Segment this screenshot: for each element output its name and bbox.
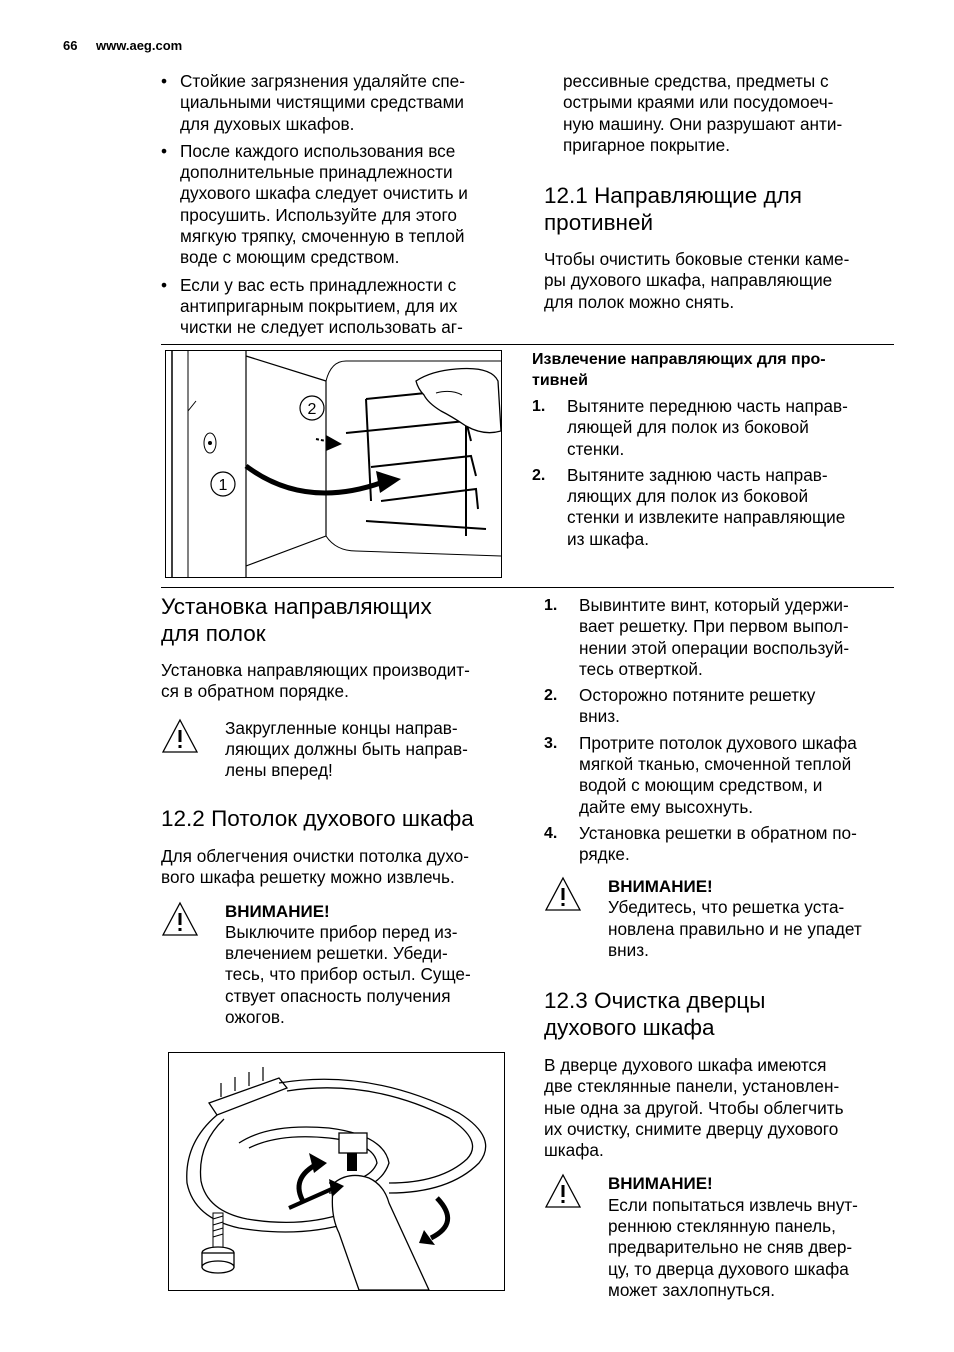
section-12-1-heading: [544, 182, 924, 236]
ceiling-step: 1. Вывинтите винт, который удержи- вает решетку. При первом выпол- нении этой операции воспользуй- тесь отверткой.: [544, 595, 850, 679]
section-number: 12.2: [161, 806, 205, 831]
removal-section: [532, 350, 897, 555]
section-12-1-text: Чтобы очистить боковые стенки каме- ры духового шкафа, направляющие для полок можно снять.: [544, 249, 850, 312]
section-title: Направляющие для противней: [544, 183, 802, 235]
install-warning-text: Закругленные концы направ- ляющих должны быть направ- лены вперед!: [225, 717, 468, 781]
page-number: 66: [63, 38, 78, 53]
install-title: Установка направляющих для полок: [161, 594, 432, 646]
warning-title: ВНИМАНИЕ!: [225, 901, 330, 921]
continued-text: рессивные средства, предметы с острыми краями или посудомоеч- ную машину. Они разрушают анти- пригарное покрытие.: [563, 71, 843, 155]
section-number: 12.1: [544, 183, 588, 208]
section-12-3: [544, 987, 904, 1301]
warning-icon: [161, 718, 199, 754]
warning-text: Если попытаться извлечь внут- реннюю стеклянную панель, предварительно не сняв двер- цу, то дверца духового шкафа может захлопнуться.: [608, 1194, 858, 1300]
warning-text: Выключите прибор перед из- влечением решетки. Убеди- тесь, что прибор остыл. Суще- ствует опасность получения ожогов.: [225, 921, 471, 1028]
grid-warning: [544, 876, 954, 961]
bullet-item: • Если у вас есть принадлежности с антипригарным покрытием, для их чистки не следует использовать аг-: [161, 274, 463, 338]
ceiling-steps: [544, 595, 904, 871]
section-divider: [161, 344, 894, 345]
bullet-item: • После каждого использования все дополнительные принадлежности духового шкафа следует очистить и просушить. Используйте для этого мягкую тряпку, смоченную в теплой воде с моющим средством.: [161, 140, 468, 268]
section-12-2-text: Для облегчения очистки потолка духо- вого шкафа решетку можно извлечь.: [161, 846, 469, 888]
install-warning: [161, 718, 521, 782]
figure-label-1: 1: [218, 477, 228, 494]
warning-icon: [161, 901, 199, 937]
section-title: Потолок духового шкафа: [211, 806, 474, 831]
install-text: Установка направляющих производит- ся в обратном порядке.: [161, 660, 470, 702]
section-12-3-text: В дверце духового шкафа имеются две стеклянные панели, установлен- ные одна за другой. Чтобы облегчить их очистку, снимите дверцу духового шкафа.: [544, 1055, 844, 1161]
section-number: 12.3: [544, 988, 588, 1013]
removal-step: 1. Вытяните переднюю часть направ- ляющей для полок из боковой стенки.: [532, 396, 848, 459]
warning-icon: [544, 876, 582, 912]
site-url: www.aeg.com: [96, 38, 183, 53]
section-title: Очистка дверцы духового шкафа: [544, 988, 766, 1040]
section-12-2: [161, 805, 531, 1028]
removal-title: Извлечение направляющих для про- тивней: [532, 351, 826, 389]
ceiling-step: 4. Установка решетки в обратном по- рядке.: [544, 822, 857, 865]
shelf-support-illustration: [166, 351, 501, 577]
shelf-support-figure: [165, 350, 502, 578]
ceiling-step: 2. Осторожно потяните решетку вниз.: [544, 685, 816, 727]
section-divider: [161, 587, 894, 588]
install-section: [161, 593, 521, 781]
warning-title: ВНИМАНИЕ!: [608, 1174, 713, 1194]
figure-label-2: 2: [307, 401, 317, 418]
ceiling-step: 3. Протрите потолок духового шкафа мягкой тканью, смоченной теплой водой с моющим средством, и дайте ему высохнуть.: [544, 732, 857, 817]
warning-icon: [544, 1173, 582, 1209]
door-warning: [544, 1173, 904, 1301]
grill-element-figure: [168, 1052, 505, 1291]
removal-step: 2. Вытяните заднюю часть направ- ляющих для полок из боковой стенки и извлеките направляющие из шкафа.: [532, 464, 846, 549]
warning-text: Убедитесь, что решетка уста- новлена правильно и не упадет вниз.: [608, 897, 862, 960]
bullet-item: • Стойкие загрязнения удаляйте спе- циальными чистящими средствами для духовых шкафов.: [161, 71, 465, 134]
grill-element-illustration: [169, 1053, 504, 1290]
warning-title: ВНИМАНИЕ!: [608, 877, 713, 896]
ceiling-warning: [161, 901, 531, 1029]
cleaning-bullets: [161, 71, 511, 345]
